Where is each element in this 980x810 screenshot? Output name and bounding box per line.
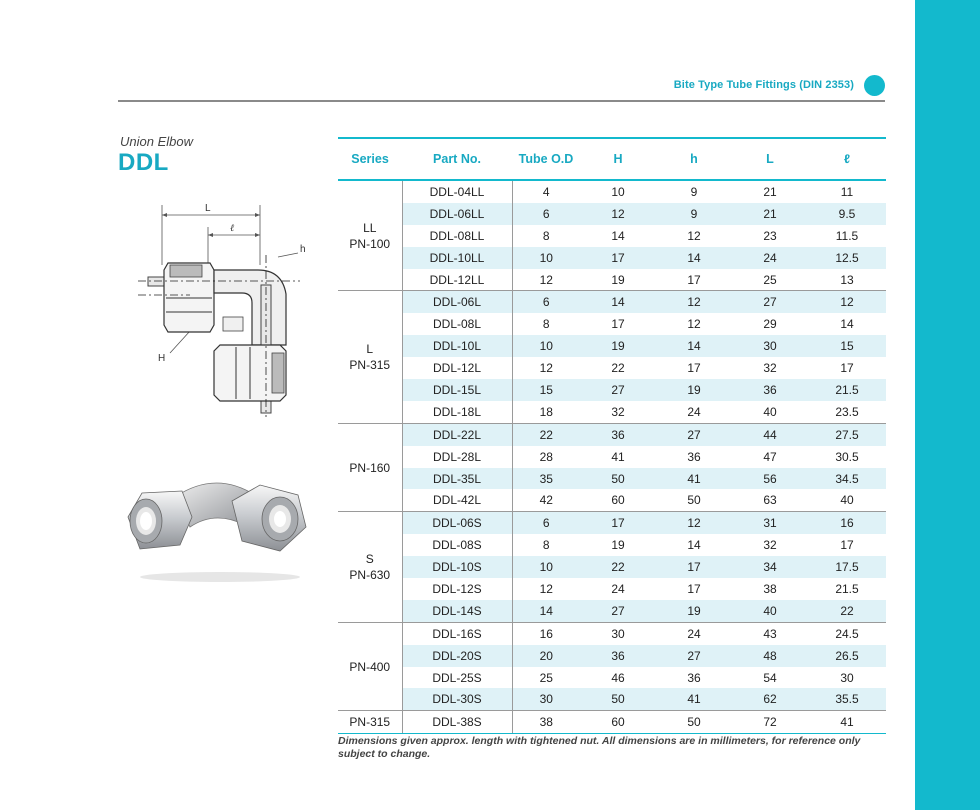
table-row xyxy=(338,645,886,667)
dimension-cell: 14 xyxy=(512,600,580,622)
part-number-cell: DDL-06LL xyxy=(402,203,512,225)
dimension-cell: 8 xyxy=(542,538,550,553)
table-body xyxy=(338,180,886,734)
dimension-cell: 24.5 xyxy=(808,622,886,644)
dimension-cell: 10 xyxy=(611,184,625,199)
dimension-cell: 47 xyxy=(763,449,777,464)
series-label: PN-630 xyxy=(349,568,391,583)
dimension-cell: 22 xyxy=(808,600,886,622)
dimension-cell: 23.5 xyxy=(835,404,859,419)
part-number-cell: DDL-12S xyxy=(402,578,512,600)
table-row xyxy=(338,423,886,445)
dimension-cell: 26.5 xyxy=(808,645,886,667)
dimension-cell: 50 xyxy=(687,493,701,508)
dimension-cell: 19 xyxy=(611,272,625,287)
dimension-cell: 12 xyxy=(687,317,701,332)
dimension-cell: 42 xyxy=(539,493,553,508)
dimension-cell: 63 xyxy=(763,493,777,508)
dimension-cell: 62 xyxy=(732,688,808,710)
series-cell xyxy=(338,423,402,512)
dimension-cell: 30 xyxy=(512,688,580,710)
dimension-cell: 23 xyxy=(763,228,777,243)
dimension-cell: 27 xyxy=(656,645,732,667)
dimension-cell: 72 xyxy=(732,711,808,734)
part-number-cell: DDL-22L xyxy=(402,423,512,445)
dimension-cell: 12 xyxy=(539,272,553,287)
dimension-table xyxy=(338,137,886,734)
dimension-cell: 24 xyxy=(611,581,625,596)
dimension-cell: 6 xyxy=(512,291,580,313)
dimension-cell: 30.5 xyxy=(835,449,859,464)
table-row xyxy=(338,203,886,225)
dimension-cell: 12 xyxy=(539,581,553,596)
dimension-cell: 31 xyxy=(732,512,808,534)
table-row xyxy=(338,357,886,379)
dimension-cell: 17 xyxy=(840,538,854,553)
dimension-cell: 50 xyxy=(580,468,656,490)
dimension-cell: 30 xyxy=(840,670,854,685)
table-row xyxy=(338,468,886,490)
drawing-label-L: L xyxy=(205,203,211,214)
part-number-cell: DDL-10LL xyxy=(402,247,512,269)
dimension-cell: 36 xyxy=(687,670,701,685)
dimension-cell: 34.5 xyxy=(808,468,886,490)
part-number-cell: DDL-04LL xyxy=(402,180,512,203)
dimension-cell: 22 xyxy=(580,556,656,578)
part-number-cell: DDL-06L xyxy=(402,291,512,313)
dimension-cell: 35.5 xyxy=(808,688,886,710)
series-cell xyxy=(338,180,402,291)
dimension-cell: 17 xyxy=(687,272,701,287)
dimension-cell: 14 xyxy=(580,291,656,313)
dimension-cell: 27 xyxy=(580,379,656,401)
part-number-cell: DDL-08LL xyxy=(402,225,512,247)
col-header-tube-od: Tube O.D xyxy=(512,138,580,180)
dimension-cell: 38 xyxy=(512,711,580,734)
table-row xyxy=(338,622,886,644)
drawing-label-l: ℓ xyxy=(230,223,235,234)
dimension-cell: 27 xyxy=(580,600,656,622)
drawing-label-H: H xyxy=(158,353,166,364)
series-cell xyxy=(338,512,402,622)
dimension-cell: 19 xyxy=(656,600,732,622)
header-divider xyxy=(118,100,885,102)
table-row xyxy=(338,556,886,578)
dimension-cell: 21 xyxy=(763,184,777,199)
dimension-cell: 34 xyxy=(732,556,808,578)
dimension-cell: 27.5 xyxy=(808,423,886,445)
dimension-cell: 4 xyxy=(542,184,550,199)
dimension-cell: 15 xyxy=(512,379,580,401)
dimension-cell: 21.5 xyxy=(808,379,886,401)
dimension-cell: 25 xyxy=(539,670,553,685)
table-row xyxy=(338,446,886,468)
dimension-cell: 22 xyxy=(512,423,580,445)
dimension-cell: 8 xyxy=(542,228,550,243)
series-label: LL xyxy=(363,220,377,235)
dimension-cell: 17 xyxy=(580,512,656,534)
dimension-cell: 41 xyxy=(611,449,625,464)
part-number-cell: DDL-15L xyxy=(402,379,512,401)
table-row xyxy=(338,269,886,291)
part-number-cell: DDL-42L xyxy=(402,489,512,511)
dimension-cell: 60 xyxy=(611,493,625,508)
dimension-cell: 54 xyxy=(763,670,777,685)
dimension-cell: 46 xyxy=(611,670,625,685)
dimension-cell: 17 xyxy=(580,247,656,269)
col-header-L: L xyxy=(732,138,808,180)
dimension-cell: 27 xyxy=(656,423,732,445)
dimension-cell: 9.5 xyxy=(808,203,886,225)
dimension-cell: 12 xyxy=(808,291,886,313)
table-row xyxy=(338,534,886,556)
dimension-cell: 14 xyxy=(687,538,701,553)
dimension-cell: 14 xyxy=(656,247,732,269)
table-row xyxy=(338,247,886,269)
table-row xyxy=(338,489,886,511)
table-header-row xyxy=(338,138,886,180)
table-row xyxy=(338,379,886,401)
part-number-cell: DDL-08L xyxy=(402,313,512,335)
table-row xyxy=(338,180,886,203)
dimension-cell: 25 xyxy=(763,272,777,287)
dimension-cell: 13 xyxy=(840,272,854,287)
series-label: PN-160 xyxy=(349,460,391,475)
dimension-cell: 35 xyxy=(512,468,580,490)
dimension-cell: 24 xyxy=(687,404,701,419)
dimension-cell: 32 xyxy=(611,404,625,419)
part-number-cell: DDL-12LL xyxy=(402,269,512,291)
footnote: Dimensions given approx. length with tightened nut. All dimensions are in millimeters, for reference only subject to change. xyxy=(338,735,861,760)
dimension-cell: 24 xyxy=(732,247,808,269)
dimension-cell: 40 xyxy=(763,404,777,419)
dimension-cell: 40 xyxy=(840,493,854,508)
dimension-cell: 30 xyxy=(732,335,808,357)
dimension-cell: 17.5 xyxy=(808,556,886,578)
dimension-cell: 27 xyxy=(732,291,808,313)
catalog-section-title: Bite Type Tube Fittings (DIN 2353) xyxy=(673,79,854,91)
dimension-cell: 14 xyxy=(840,317,854,332)
part-number-cell: DDL-16S xyxy=(402,622,512,644)
dimension-cell: 17 xyxy=(840,361,854,376)
dimension-cell: 6 xyxy=(512,203,580,225)
dimension-cell: 44 xyxy=(732,423,808,445)
dimension-cell: 12 xyxy=(539,361,553,376)
dimension-cell: 19 xyxy=(611,538,625,553)
dimension-cell: 36 xyxy=(580,645,656,667)
dimension-cell: 20 xyxy=(512,645,580,667)
series-cell xyxy=(338,622,402,711)
dimension-cell: 28 xyxy=(539,449,553,464)
col-header-h: h xyxy=(656,138,732,180)
table-row xyxy=(338,512,886,534)
series-label: PN-400 xyxy=(349,659,391,674)
dimension-cell: 12.5 xyxy=(808,247,886,269)
dimension-cell: 41 xyxy=(656,688,732,710)
part-number-cell: DDL-18L xyxy=(402,401,512,423)
dimension-cell: 29 xyxy=(763,317,777,332)
dimension-cell: 16 xyxy=(512,622,580,644)
table-row xyxy=(338,225,886,247)
dimension-cell: 21.5 xyxy=(835,581,859,596)
section-dot-marker xyxy=(864,75,885,96)
dimension-cell: 36 xyxy=(687,449,701,464)
dimension-cell: 12 xyxy=(656,512,732,534)
dimension-cell: 6 xyxy=(512,512,580,534)
series-label: PN-100 xyxy=(349,236,391,251)
dimension-cell: 17 xyxy=(611,317,625,332)
table-row xyxy=(338,313,886,335)
table-row xyxy=(338,688,886,710)
dimension-cell: 9 xyxy=(656,203,732,225)
dimension-cell: 21 xyxy=(732,203,808,225)
dimension-cell: 12 xyxy=(656,291,732,313)
series-cell xyxy=(338,291,402,423)
col-header-part-no: Part No. xyxy=(402,138,512,180)
table-row xyxy=(338,401,886,423)
series-cell xyxy=(338,711,402,734)
part-number-cell: DDL-20S xyxy=(402,645,512,667)
product-code: DDL xyxy=(118,149,169,176)
product-subtitle: Union Elbow xyxy=(120,134,193,149)
dimension-cell: 8 xyxy=(542,317,550,332)
dimension-cell: 19 xyxy=(656,379,732,401)
col-header-H: H xyxy=(580,138,656,180)
dimension-cell: 12 xyxy=(687,228,701,243)
dimension-cell: 24 xyxy=(656,622,732,644)
dimension-cell: 18 xyxy=(539,404,553,419)
dimension-cell: 15 xyxy=(808,335,886,357)
technical-drawing xyxy=(130,195,330,420)
dimension-cell: 9 xyxy=(690,184,698,199)
drawing-label-h: h xyxy=(300,244,306,255)
series-label: PN-315 xyxy=(349,358,391,373)
dimension-cell: 11 xyxy=(840,184,854,199)
part-number-cell: DDL-06S xyxy=(402,512,512,534)
dimension-cell: 36 xyxy=(580,423,656,445)
product-photo xyxy=(120,465,320,585)
part-number-cell: DDL-35L xyxy=(402,468,512,490)
col-header-series: Series xyxy=(338,138,402,180)
dimension-cell: 14 xyxy=(656,335,732,357)
side-accent-bar xyxy=(915,0,980,810)
dimension-cell: 41 xyxy=(808,711,886,734)
dimension-cell: 14 xyxy=(611,228,625,243)
part-number-cell: DDL-28L xyxy=(402,446,512,468)
dimension-cell: 40 xyxy=(732,600,808,622)
dimension-cell: 48 xyxy=(732,645,808,667)
dimension-cell: 43 xyxy=(732,622,808,644)
part-number-cell: DDL-10S xyxy=(402,556,512,578)
dimension-cell: 11.5 xyxy=(835,228,859,243)
dimension-cell: 17 xyxy=(687,361,701,376)
table-row xyxy=(338,291,886,313)
table-row xyxy=(338,335,886,357)
dimension-cell: 16 xyxy=(808,512,886,534)
dimension-cell: 41 xyxy=(656,468,732,490)
part-number-cell: DDL-25S xyxy=(402,667,512,689)
dimension-cell: 32 xyxy=(763,538,777,553)
dimension-cell: 10 xyxy=(512,247,580,269)
dimension-cell: 10 xyxy=(512,556,580,578)
part-number-cell: DDL-08S xyxy=(402,534,512,556)
series-label: S xyxy=(365,552,374,567)
part-number-cell: DDL-12L xyxy=(402,357,512,379)
dimension-cell: 38 xyxy=(763,581,777,596)
series-label: PN-315 xyxy=(349,715,391,730)
dimension-cell: 36 xyxy=(732,379,808,401)
dimension-cell: 30 xyxy=(580,622,656,644)
dimension-cell: 17 xyxy=(656,556,732,578)
table-row xyxy=(338,578,886,600)
dimension-cell: 22 xyxy=(611,361,625,376)
table-row xyxy=(338,711,886,734)
dimension-cell: 50 xyxy=(580,688,656,710)
part-number-cell: DDL-10L xyxy=(402,335,512,357)
part-number-cell: DDL-14S xyxy=(402,600,512,622)
dimension-cell: 12 xyxy=(580,203,656,225)
col-header-l: ℓ xyxy=(808,138,886,180)
part-number-cell: DDL-30S xyxy=(402,688,512,710)
dimension-cell: 32 xyxy=(763,361,777,376)
part-number-cell: DDL-38S xyxy=(402,711,512,734)
series-label: L xyxy=(366,342,374,357)
dimension-cell: 50 xyxy=(656,711,732,734)
table-row xyxy=(338,667,886,689)
dimension-cell: 19 xyxy=(580,335,656,357)
table-row xyxy=(338,600,886,622)
dimension-cell: 60 xyxy=(580,711,656,734)
dimension-cell: 17 xyxy=(687,581,701,596)
dimension-cell: 10 xyxy=(512,335,580,357)
dimension-cell: 56 xyxy=(732,468,808,490)
